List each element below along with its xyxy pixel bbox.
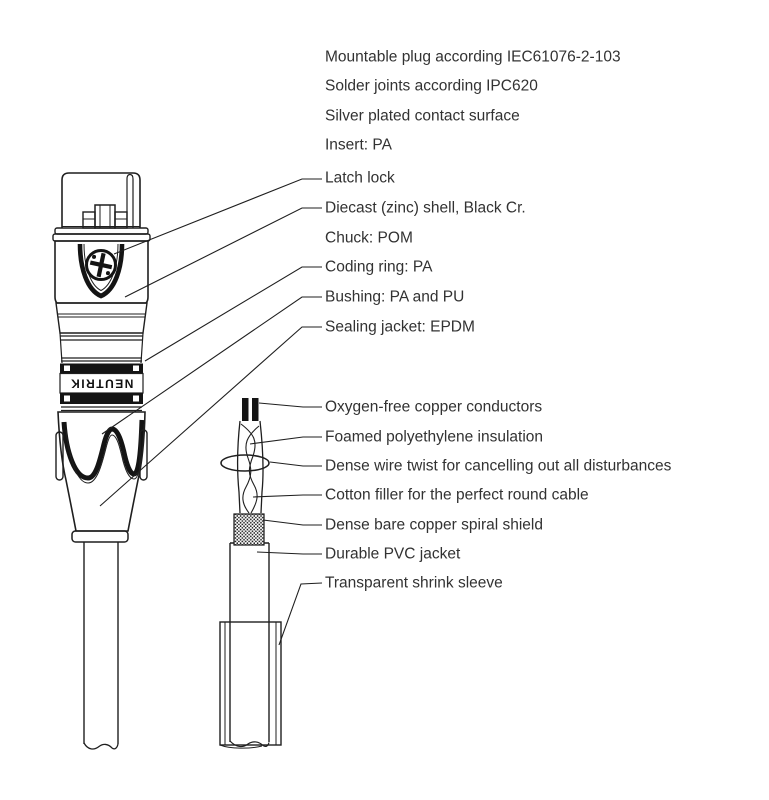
leader-lines	[100, 179, 322, 645]
label-silver-contact: Silver plated contact surface	[325, 107, 520, 125]
label-spiral-shield: Dense bare copper spiral shield	[325, 516, 543, 534]
leader-insulation	[250, 437, 322, 444]
label-chuck: Chuck: POM	[325, 229, 413, 247]
shrink-sleeve	[220, 622, 281, 748]
label-bushing: Bushing: PA and PU	[325, 288, 465, 306]
label-latch-lock: Latch lock	[325, 169, 395, 187]
label-wire-twist: Dense wire twist for cancelling out all disturbances	[325, 457, 672, 475]
leader-cotton-filler	[253, 495, 322, 497]
spiral-shield	[234, 514, 264, 545]
label-cotton-filler: Cotton filler for the perfect round cable	[325, 486, 589, 504]
leader-conductors	[259, 403, 322, 407]
label-pvc-jacket: Durable PVC jacket	[325, 545, 461, 563]
copper-conductors	[242, 398, 259, 421]
label-coding-ring: Coding ring: PA	[325, 258, 433, 276]
leader-coding-ring	[145, 267, 322, 361]
twisted-pair	[238, 421, 263, 513]
top-shell	[62, 173, 140, 228]
xlr-connector-drawing	[53, 173, 150, 749]
leader-spiral-shield	[263, 520, 322, 525]
label-insert: Insert: PA	[325, 136, 392, 154]
twist-indicator-ellipse	[221, 455, 269, 471]
flange-ring	[53, 228, 150, 241]
label-sealing-jacket: Sealing jacket: EPDM	[325, 318, 475, 336]
latch-screw-icon	[87, 251, 116, 280]
label-mountable-plug: Mountable plug according IEC61076-2-103	[325, 48, 621, 66]
leader-pvc-jacket	[257, 552, 322, 554]
leader-diecast-shell	[125, 208, 322, 297]
label-diecast-shell: Diecast (zinc) shell, Black Cr.	[325, 199, 526, 217]
label-solder-joints: Solder joints according IPC620	[325, 77, 538, 95]
leader-latch-lock	[114, 179, 322, 254]
latch-button	[83, 205, 127, 228]
brand-text: NEUTRIK	[69, 376, 134, 391]
label-shrink-sleeve: Transparent shrink sleeve	[325, 574, 503, 592]
cable-cross-section-drawing	[220, 398, 281, 748]
label-conductors: Oxygen-free copper conductors	[325, 398, 543, 416]
pvc-jacket	[230, 543, 269, 747]
latch-lock-recess	[80, 244, 122, 296]
callout-labels	[325, 49, 672, 592]
leader-wire-twist	[270, 462, 322, 466]
label-insulation: Foamed polyethylene insulation	[325, 428, 543, 446]
coding-ring-bands	[60, 333, 143, 411]
connector-cable	[84, 542, 118, 749]
leader-shrink-sleeve	[279, 583, 322, 645]
